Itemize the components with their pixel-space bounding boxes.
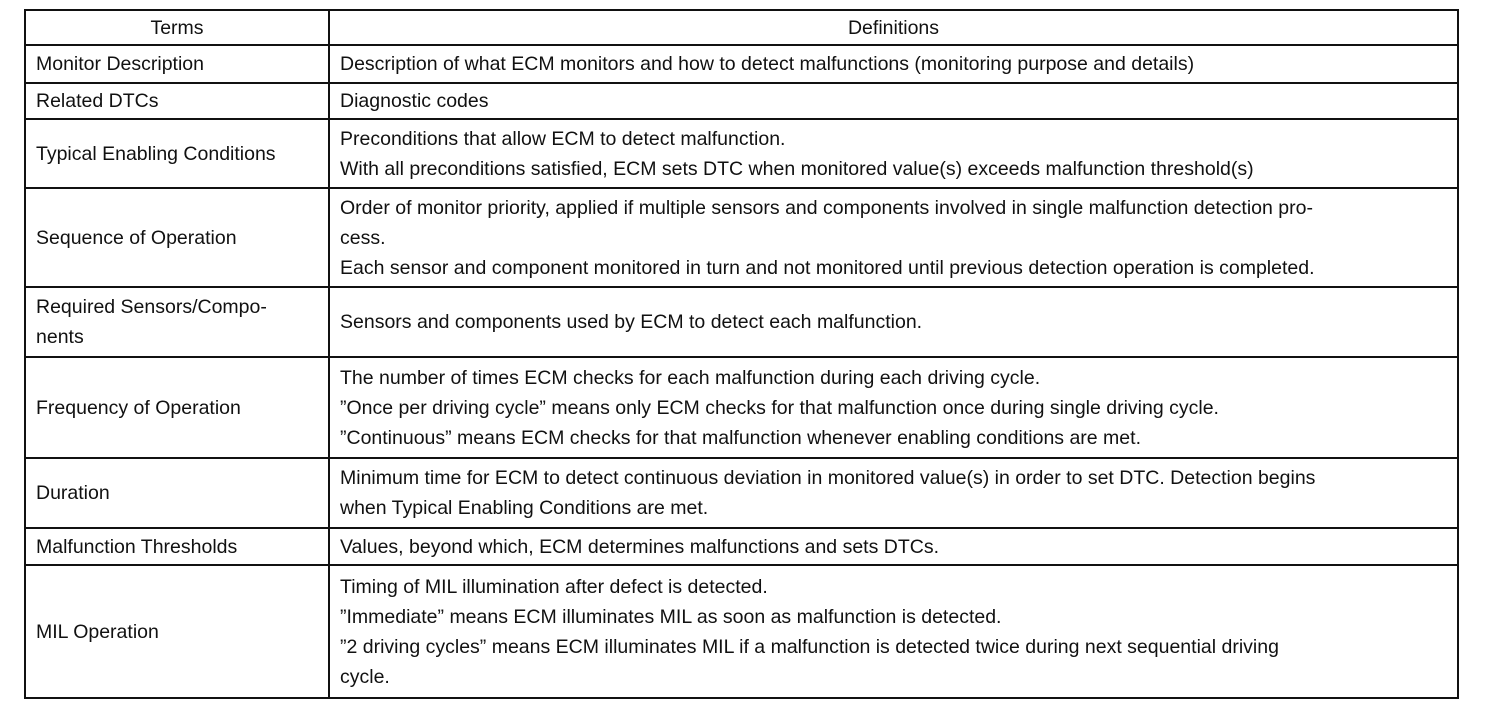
definition-text: Values, beyond which, ECM determines malfunctions and sets DTCs. [340, 535, 939, 558]
definition-text: Each sensor and component monitored in turn and not monitored until previous detection operation is completed. [340, 256, 1315, 279]
term-cell [25, 188, 329, 287]
definition-text: With all preconditions satisfied, ECM sets DTC when monitored value(s) exceeds malfunction threshold(s) [340, 157, 1254, 180]
definition-text: Preconditions that allow ECM to detect malfunction. [340, 127, 786, 150]
definition-text: Minimum time for ECM to detect continuous deviation in monitored value(s) in order to set DTC. Detection begins [340, 467, 1316, 489]
term-text: Related DTCs [36, 90, 159, 112]
definition-cell [329, 45, 1458, 83]
definition-text: Order of monitor priority, applied if multiple sensors and components involved in single malfunction detection pro- [340, 196, 1313, 219]
definition-text: when Typical Enabling Conditions are met. [340, 497, 709, 519]
term-text: Malfunction Thresholds [36, 535, 238, 558]
term-cell [25, 565, 329, 698]
table-header-row [25, 10, 1458, 45]
definition-text: Diagnostic codes [340, 90, 489, 112]
term-cell [25, 528, 329, 565]
term-text: nents [36, 326, 84, 348]
definition-cell [329, 528, 1458, 565]
table-row [25, 188, 1458, 287]
definition-text: The number of times ECM checks for each malfunction during each driving cycle. [340, 366, 1041, 389]
term-cell [25, 83, 329, 119]
terms-definitions-table [24, 9, 1459, 699]
definition-text: ”Immediate” means ECM illuminates MIL as soon as malfunction is detected. [340, 605, 1002, 628]
term-cell [25, 45, 329, 83]
definition-text: Timing of MIL illumination after defect is detected. [340, 575, 768, 598]
definition-text: Sensors and components used by ECM to detect each malfunction. [340, 311, 923, 333]
table-row [25, 357, 1458, 458]
term-text: Duration [36, 482, 110, 504]
definition-cell [329, 357, 1458, 458]
definition-cell [329, 565, 1458, 698]
definition-cell [329, 119, 1458, 188]
definition-text: ”Continuous” means ECM checks for that malfunction whenever enabling conditions are met. [340, 426, 1141, 449]
term-text: Sequence of Operation [36, 226, 237, 249]
table-row [25, 565, 1458, 698]
definition-text: Description of what ECM monitors and how to detect malfunctions (monitoring purpose and details) [340, 53, 1195, 75]
table-row [25, 458, 1458, 528]
term-cell [25, 357, 329, 458]
table-row [25, 528, 1458, 565]
header-terms: Terms [25, 10, 329, 45]
definition-cell [329, 458, 1458, 528]
term-cell [25, 458, 329, 528]
term-text: Required Sensors/Compo- [36, 296, 267, 318]
table-row [25, 287, 1458, 357]
table-row [25, 119, 1458, 188]
definition-text: ”2 driving cycles” means ECM illuminates MIL if a malfunction is detected twice during next sequential driving [340, 635, 1279, 658]
term-text: Frequency of Operation [36, 396, 241, 419]
table-row [25, 83, 1458, 119]
term-text: Typical Enabling Conditions [36, 142, 276, 165]
header-definitions: Definitions [329, 10, 1458, 45]
definition-cell [329, 83, 1458, 119]
term-text: MIL Operation [36, 620, 159, 643]
term-cell [25, 287, 329, 357]
term-text: Monitor Description [36, 53, 204, 75]
definition-cell [329, 188, 1458, 287]
definition-text: cess. [340, 226, 386, 249]
definition-text: ”Once per driving cycle” means only ECM checks for that malfunction once during single driving cycle. [340, 396, 1219, 419]
definition-cell [329, 287, 1458, 357]
definition-text: cycle. [340, 665, 390, 688]
term-cell [25, 119, 329, 188]
table-row [25, 45, 1458, 83]
